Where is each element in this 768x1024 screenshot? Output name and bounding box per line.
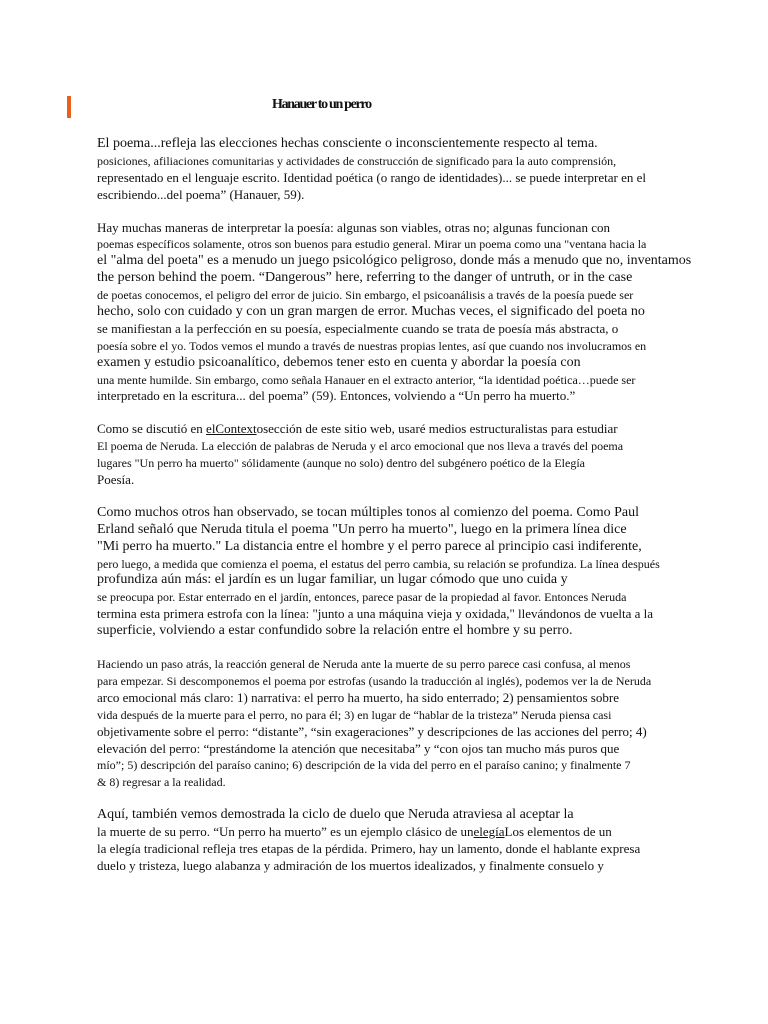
text-line: Poesía. — [97, 472, 135, 488]
inline-link[interactable]: elContext — [206, 421, 257, 437]
accent-bar — [67, 96, 71, 118]
inline-link[interactable]: elegía — [473, 824, 505, 840]
text-line: mío”; 5) descripción del paraíso canino; 6) descripción de la vida del perro en el paraíso canino; y finalmente 7 — [97, 758, 631, 773]
paragraph-gap — [97, 405, 737, 421]
page-title: Hanauer to un perro — [272, 97, 371, 112]
text-line: lugares "Un perro ha muerto" sólidamente (aunque no solo) dentro del subgénero poético de la Elegía — [97, 456, 585, 471]
text-line: El poema...refleja las elecciones hechas consciente o inconscientemente respecto al tema. — [97, 136, 598, 151]
text-line: the person behind the poem. “Dangerous” here, referring to the danger of untruth, or in the case — [97, 270, 633, 286]
text-line: Aquí, también vemos demostrada la ciclo de duelo que Neruda atraviesa al aceptar la — [97, 807, 574, 823]
text-segment: la muerte de su perro. “Un perro ha muerto” es un ejemplo clásico de un — [97, 824, 474, 840]
text-line: se preocupa por. Estar enterrado en el jardín, entonces, parece pasar de la propiedad al favor. Entonces Neruda — [97, 590, 627, 605]
text-line: una mente humilde. Sin embargo, como señala Hanauer en el extracto anterior, “la identidad poética…puede ser — [97, 372, 636, 387]
paragraph — [97, 807, 737, 875]
text-line: para empezar. Si descomponemos el poema por estrofas (usando la traducción al inglés), podemos ver la de Neruda — [97, 673, 652, 688]
paragraph-gap — [97, 791, 737, 807]
text-line: poesía sobre el yo. Todos vemos el mundo a través de nuestras propias lentes, así que cuando nos involucramos en — [97, 338, 647, 353]
text-line: Haciendo un paso atrás, la reacción general de Neruda ante la muerte de su perro parece casi confusa, al menos — [97, 657, 631, 672]
text-line: interpretado en la escritura... del poema” (59). Entonces, volviendo a “Un perro ha muerto.” — [97, 388, 576, 404]
paragraph — [97, 220, 737, 406]
text-line: pero luego, a medida que comienza el poema, el estatus del perro cambia, su relación se profundiza. La línea después — [97, 556, 660, 571]
text-segment: Como se discutió en — [97, 421, 207, 437]
paragraph-gap — [97, 204, 737, 220]
text-segment: osección de este sitio web, usaré medios estructuralistas para estudiar — [256, 421, 618, 437]
text-line: duelo y tristeza, luego alabanza y admiración de los muertos idealizados, y finalmente consuelo y — [97, 857, 604, 873]
text-line: escribiendo...del poema” (Hanauer, 59). — [97, 186, 305, 202]
text-line: la elegía tradicional refleja tres etapas de la pérdida. Primero, hay un lamento, donde el hablante expresa — [97, 840, 641, 856]
paragraph — [97, 136, 737, 204]
text-line: termina esta primera estrofa con la línea: "junto a una máquina vieja y oxidada," llevándonos de vuelta a la — [97, 606, 654, 622]
text-line: elevación del perro: “prestándome la atención que necesitaba” y “con ojos tan mucho más puros que — [97, 740, 620, 756]
paragraph — [97, 505, 737, 640]
text-line: representado en el lenguaje escrito. Identidad poética (o rango de identidades)... se puede interpretar en el — [97, 169, 647, 185]
text-line: de poetas conocemos, el peligro del error de juicio. Sin embargo, el psicoanálisis a través de la poesía puede ser — [97, 288, 634, 303]
text-line: examen y estudio psicoanalítico, debemos tener esto en cuenta y abordar la poesía con — [97, 354, 581, 370]
paragraph — [97, 421, 737, 489]
text-line: Hay muchas maneras de interpretar la poesía: algunas son viables, otras no; algunas funcionan con — [97, 219, 610, 235]
text-line: profundiza aún más: el jardín es un lugar familiar, un lugar cómodo que uno cuida y — [97, 572, 568, 588]
text-line: vida después de la muerte para el perro, no para él; 3) en lugar de “hablar de la tristeza” Neruda piensa casi — [97, 707, 612, 722]
paragraph — [97, 656, 737, 791]
text-line: & 8) regresar a la realidad. — [97, 775, 226, 790]
text-line: El poema de Neruda. La elección de palabras de Neruda y el arco emocional que nos lleva a través del poema — [97, 439, 624, 454]
text-line: "Mi perro ha muerto." La distancia entre el hombre y el perro parece al principio casi indiferente, — [97, 538, 642, 554]
text-line: posiciones, afiliaciones comunitarias y actividades de construcción de significado para la auto comprensión, — [97, 153, 617, 168]
paragraph-gap — [97, 489, 737, 505]
text-line — [97, 421, 737, 438]
text-line: Como muchos otros han observado, se tocan múltiples tonos al comienzo del poema. Como Paul — [97, 504, 640, 520]
text-segment: Los elementos de un — [504, 824, 612, 840]
text-line: el "alma del poeta" es a menudo un juego psicológico peligroso, donde más a menudo que no, inventamos — [97, 253, 692, 269]
article-body — [97, 136, 737, 875]
paragraph-gap — [97, 640, 737, 656]
text-line: superficie, volviendo a estar confundido sobre la relación entre el hombre y su perro. — [97, 623, 573, 639]
text-line: poemas específicos solamente, otros son buenos para estudio general. Mirar un poema como una "ventana hacia la — [97, 237, 647, 252]
text-line: arco emocional más claro: 1) narrativa: el perro ha muerto, ha sido enterrado; 2) pensamientos sobre — [97, 689, 619, 705]
text-line: se manifiestan a la perfección en su poesía, especialmente cuando se trata de poesía más abstracta, o — [97, 320, 619, 336]
text-line: objetivamente sobre el perro: “distante”, “sin exageraciones” y descripciones de las acciones del perro; 4) — [97, 723, 647, 739]
text-line: hecho, solo con cuidado y con un gran margen de error. Muchas veces, el significado del poeta no — [97, 304, 645, 320]
text-line: Erland señaló que Neruda titula el poema "Un perro ha muerto", luego en la primera línea dice — [97, 521, 627, 537]
text-line — [97, 824, 737, 841]
